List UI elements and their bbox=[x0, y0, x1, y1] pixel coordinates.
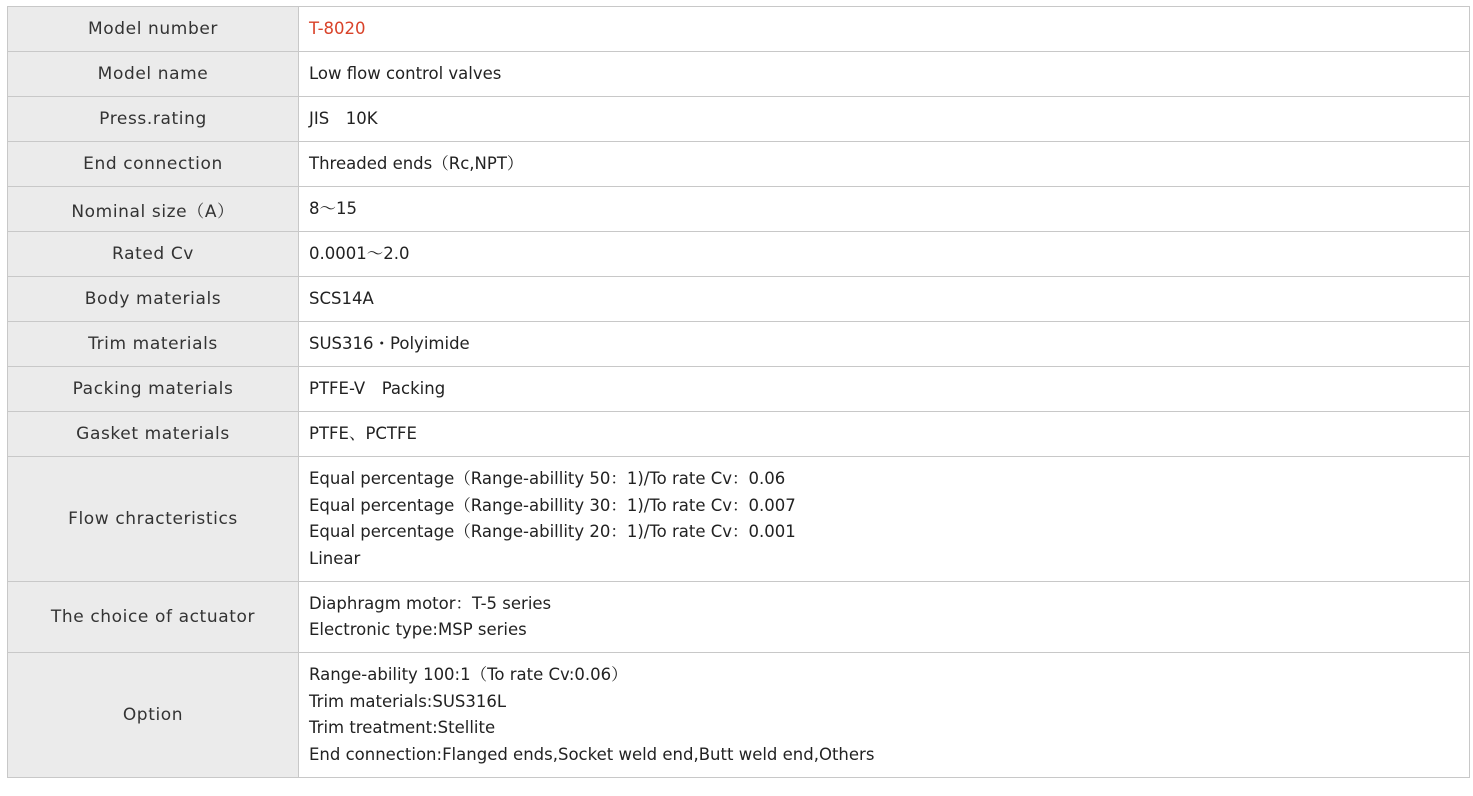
row-gasket-materials bbox=[8, 412, 1470, 457]
flow-line-2: Equal percentage（Range-abillity 30：1)/To rate Cv：0.007 bbox=[309, 495, 796, 515]
label-model-number: Model number bbox=[8, 7, 299, 52]
row-rated-cv bbox=[8, 232, 1470, 277]
row-body-materials bbox=[8, 277, 1470, 322]
value-end-connection: Threaded ends（Rc,NPT） bbox=[299, 142, 1470, 187]
row-option bbox=[8, 653, 1470, 778]
label-packing-materials: Packing materials bbox=[8, 367, 299, 412]
value-model-name: Low flow control valves bbox=[299, 52, 1470, 97]
label-option: Option bbox=[8, 653, 299, 778]
label-gasket-materials: Gasket materials bbox=[8, 412, 299, 457]
label-nominal-size: Nominal size（A） bbox=[8, 187, 299, 232]
value-nominal-size: 8～15 bbox=[299, 187, 1470, 232]
row-trim-materials bbox=[8, 322, 1470, 367]
row-nominal-size bbox=[8, 187, 1470, 232]
row-actuator bbox=[8, 582, 1470, 653]
label-model-name: Model name bbox=[8, 52, 299, 97]
value-actuator bbox=[299, 582, 1470, 653]
label-trim-materials: Trim materials bbox=[8, 322, 299, 367]
label-press-rating: Press.rating bbox=[8, 97, 299, 142]
option-line-1: Range-ability 100:1（To rate Cv:0.06） bbox=[309, 665, 628, 684]
row-flow-characteristics bbox=[8, 457, 1470, 582]
flow-line-4: Linear bbox=[309, 548, 361, 568]
label-flow-characteristics: Flow chracteristics bbox=[8, 457, 299, 582]
option-line-4: End connection:Flanged ends,Socket weld end,Butt weld end,Others bbox=[309, 744, 875, 764]
value-packing-materials: PTFE-V Packing bbox=[299, 367, 1470, 412]
row-model-name bbox=[8, 52, 1470, 97]
value-press-rating: JIS 10K bbox=[299, 97, 1470, 142]
label-rated-cv: Rated Cv bbox=[8, 232, 299, 277]
value-model-number: T-8020 bbox=[299, 7, 1470, 52]
value-flow-characteristics bbox=[299, 457, 1470, 582]
actuator-line-2: Electronic type:MSP series bbox=[309, 620, 527, 639]
row-end-connection bbox=[8, 142, 1470, 187]
spec-table bbox=[7, 6, 1470, 778]
value-body-materials: SCS14A bbox=[299, 277, 1470, 322]
actuator-line-1: Diaphragm motor：T-5 series bbox=[309, 593, 552, 613]
option-line-2: Trim materials:SUS316L bbox=[309, 691, 507, 711]
option-line-3: Trim treatment:Stellite bbox=[309, 718, 496, 737]
value-trim-materials: SUS316・Polyimide bbox=[299, 322, 1470, 367]
row-packing-materials bbox=[8, 367, 1470, 412]
flow-line-3: Equal percentage（Range-abillity 20：1)/To rate Cv：0.001 bbox=[309, 522, 796, 541]
row-model-number bbox=[8, 7, 1470, 52]
label-body-materials: Body materials bbox=[8, 277, 299, 322]
value-option bbox=[299, 653, 1470, 778]
row-press-rating bbox=[8, 97, 1470, 142]
value-gasket-materials: PTFE、PCTFE bbox=[299, 412, 1470, 457]
value-rated-cv: 0.0001～2.0 bbox=[299, 232, 1470, 277]
flow-line-1: Equal percentage（Range-abillity 50：1)/To rate Cv：0.06 bbox=[309, 469, 786, 488]
label-actuator: The choice of actuator bbox=[8, 582, 299, 653]
label-end-connection: End connection bbox=[8, 142, 299, 187]
